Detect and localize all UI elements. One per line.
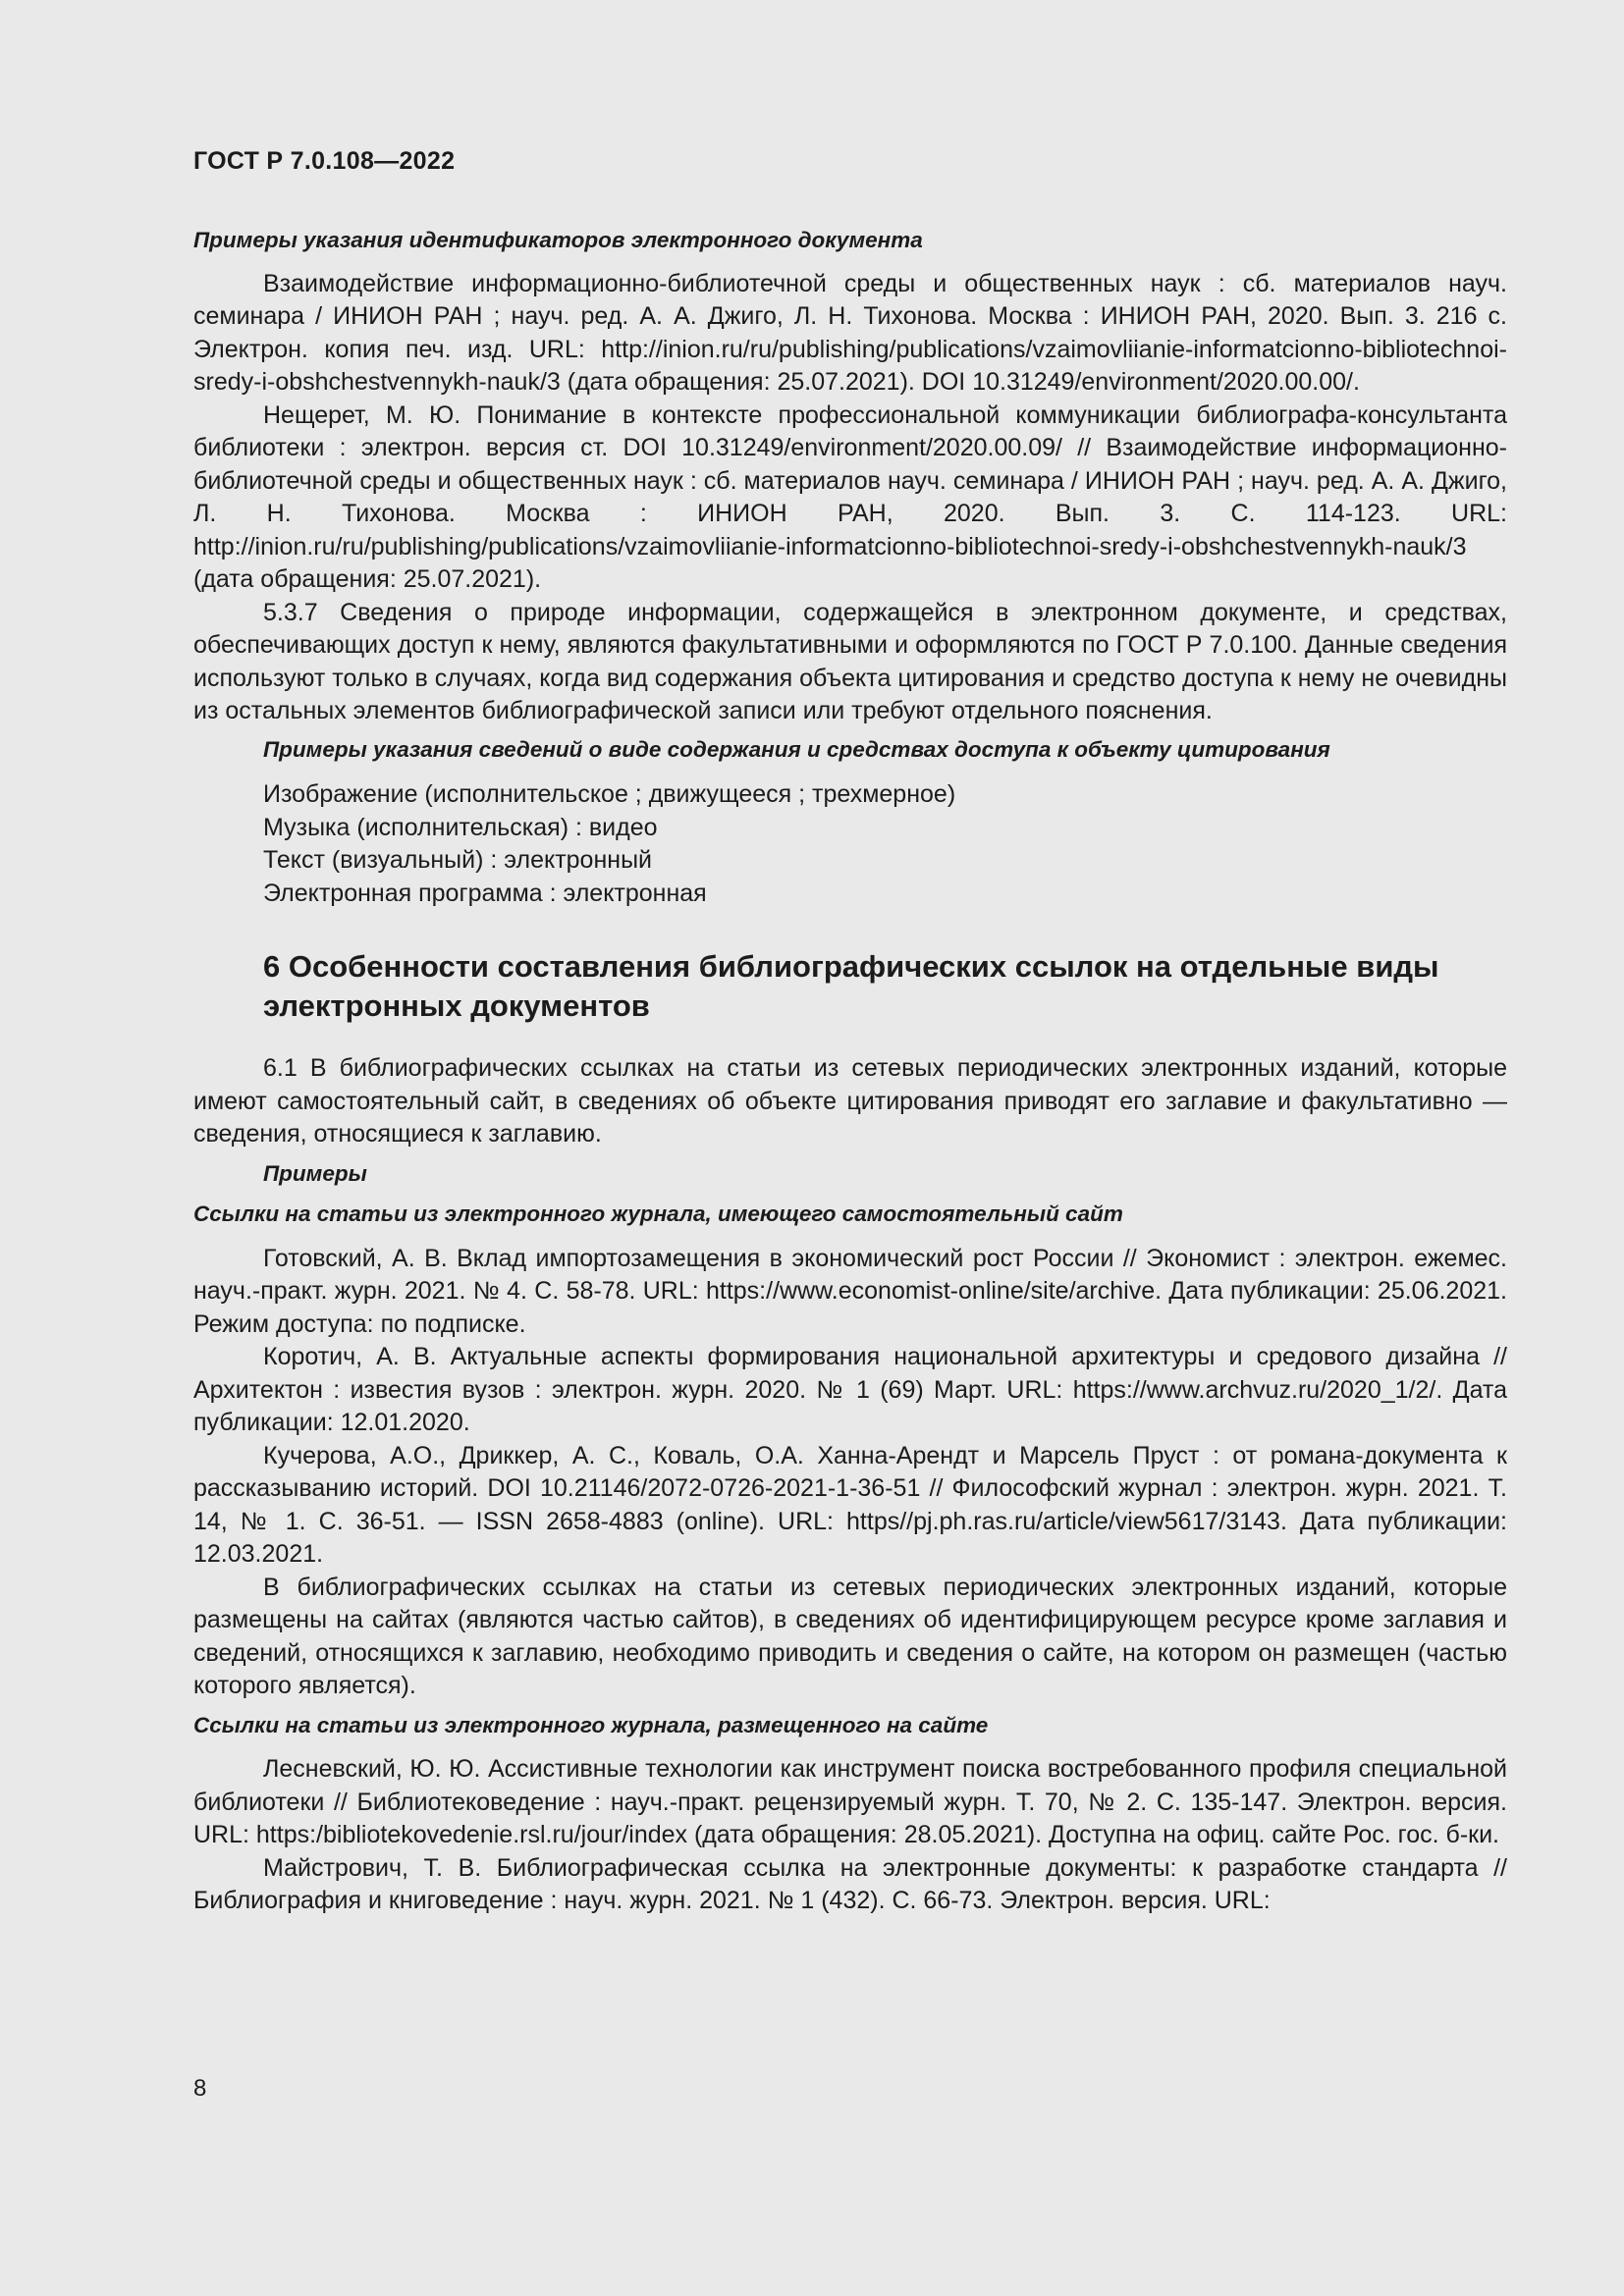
on-site-example-entry: Лесневский, Ю. Ю. Ассистивные технологии как инструмент поиска востребованного профиля специальной библиотеки // Библиотековедение : науч.-практ. рецензируемый журн. Т. 70, № 2. С. 135-147. Электрон. версия. URL: https:/bibliotekovedenie.rsl.ru/jour/index (дата обращения: 28.05.2021). Доступна на офиц. сайте Рос. гос. б-ки. (193, 1755, 1507, 1848)
on-site-example-entry: Майстрович, Т. В. Библиографическая ссылка на электронные документы: к разработке стандарта // Библиография и книговедение : науч. журн. 2021. № 1 (432). С. 66-73. Электрон. версия. URL: (193, 1853, 1507, 1914)
own-site-example-entry: Коротич, А. В. Актуальные аспекты формирования национальной архитектуры и средового дизайна // Архитектон : известия вузов : электрон. журн. 2020. № 1 (69) Март. URL: https://www.archvuz.ru/2020_1/2/. Дата публикации: 12.01.2020. (193, 1343, 1507, 1436)
on-site-examples-heading: Ссылки на статьи из электронного журнала, размещенного на сайте (193, 1712, 989, 1737)
page-number: 8 (193, 2075, 207, 2102)
examples-identifiers-heading: Примеры указания идентификаторов электронного документа (193, 228, 923, 252)
page-content (193, 224, 1507, 1918)
own-site-example-entry: Кучерова, А.О., Дриккер, А. С., Коваль, О.А. Ханна-Арендт и Марсель Пруст : от романа-документа к рассказыванию историй. DOI 10.21146/2072-0726-2021-1-36-51 // Философский журнал : электрон. журн. 2021. Т. 14, № 1. С. 36-51. — ISSN 2658-4883 (online). URL: https//pj.ph.ras.ru/article/view5617/3143. Дата публикации: 12.03.2021. (193, 1441, 1507, 1568)
clause-6-1: 6.1 В библиографических ссылках на статьи из сетевых периодических электронных изданий, которые имеют самостоятельный сайт, в сведениях об объекте цитирования приводят его заглавие и факультативно — сведения, относящиеся к заглавию. (193, 1054, 1507, 1148)
standard-code-header: ГОСТ Р 7.0.108—2022 (193, 147, 456, 175)
content-type-example-line: Текст (визуальный) : электронный (263, 846, 652, 874)
own-site-examples-heading: Ссылки на статьи из электронного журнала, имеющего самостоятельный сайт (193, 1201, 1123, 1226)
content-type-example-line: Электронная программа : электронная (263, 879, 707, 907)
examples-label: Примеры (263, 1160, 367, 1186)
examples-content-type-heading: Примеры указания сведений о виде содержания и средствах доступа к объекту цитирования (263, 736, 1330, 762)
clause-5-3-7: 5.3.7 Сведения о природе информации, содержащейся в электронном документе, и средствах, обеспечивающих доступ к нему, являются факультативными и оформляются по ГОСТ Р 7.0.100. Данные сведения используют только в случаях, когда вид содержания объекта цитирования и средство доступа к нему не очевидны из остальных элементов библиографической записи или требуют отдельного пояснения. (193, 598, 1507, 724)
identifier-example-entry: Нещерет, М. Ю. Понимание в контексте профессиональной коммуникации библиографа-консультанта библиотеки : электрон. версия ст. DOI 10.31249/environment/2020.00.09/ // Взаимодействие информационно-библиотечной среды и общественных наук : сб. материалов науч. семинара / ИНИОН РАН ; науч. ред. А. А. Джиго, Л. Н. Тихонова. Москва : ИНИОН РАН, 2020. Вып. 3. С. 114-123. URL: http://inion.ru/ru/publishing/publications/vzaimovliianie-informatcionno-bibliotechnoi-sredy-i-obshchestvennykh-nauk/3 (дата обращения: 25.07.2021). (193, 400, 1507, 593)
identifier-example-entry: Взаимодействие информационно-библиотечной среды и общественных наук : сб. материалов науч. семинара / ИНИОН РАН ; науч. ред. А. А. Джиго, Л. Н. Тихонова. Москва : ИНИОН РАН, 2020. Вып. 3. 216 с. Электрон. копия печ. изд. URL: http://inion.ru/ru/publishing/publications/vzaimovliianie-informatcionno-bibliotechnoi-sredy-i-obshchestvennykh-nauk/3 (дата обращения: 25.07.2021). DOI 10.31249/environment/2020.00.00/. (193, 269, 1507, 396)
on-site-explanation-paragraph: В библиографических ссылках на статьи из сетевых периодических электронных изданий, которые размещены на сайтах (являются частью сайтов), в сведениях об идентифицирующем ресурсе кроме заглавия и сведений, относящихся к заглавию, необходимо приводить и сведения о сайте, на котором он размещен (частью которого является). (193, 1573, 1507, 1699)
section-6-title: 6 Особенности составления библиографических ссылок на отдельные виды электронных документов (263, 949, 1439, 1023)
content-type-example-line: Изображение (исполнительское ; движущееся ; трехмерное) (263, 780, 956, 808)
own-site-example-entry: Готовский, А. В. Вклад импортозамещения в экономический рост России // Экономист : электрон. ежемес. науч.-практ. журн. 2021. № 4. С. 58-78. URL: https://www.economist-online/site/archive. Дата публикации: 25.06.2021. Режим доступа: по подписке. (193, 1244, 1507, 1338)
content-type-examples (193, 778, 1507, 910)
content-type-example-line: Музыка (исполнительская) : видео (263, 813, 658, 841)
